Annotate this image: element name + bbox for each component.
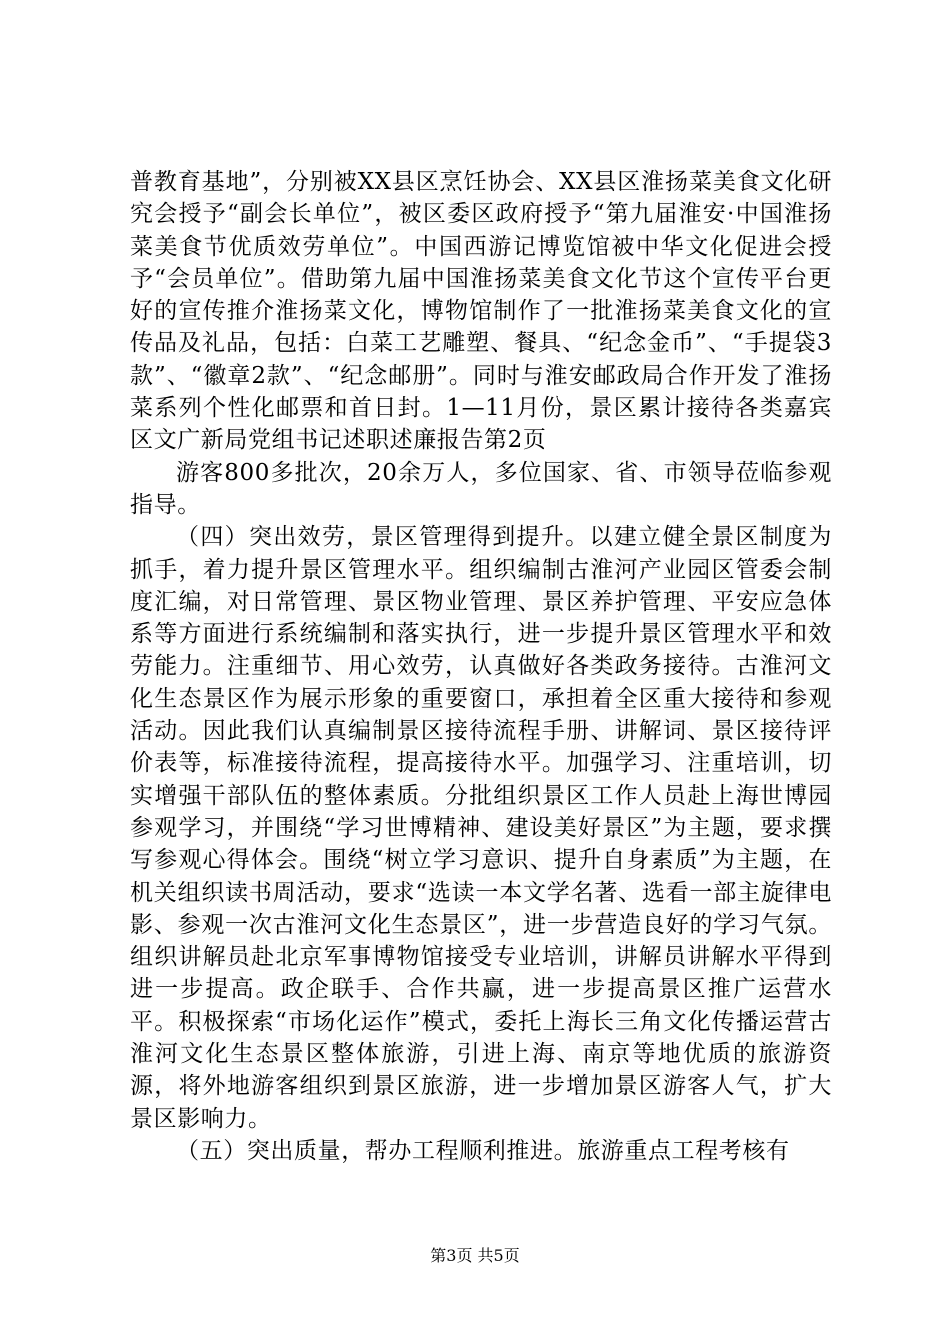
paragraph-honors: 普教育基地”，分别被XX县区烹饪协会、XX县区淮扬菜美食文化研究会授予“副会长单位”，被区委区政府授予“第九届淮安·中国淮扬菜美食节优质效劳单位”。中国西游记博览馆被中华文化促进会授予“会员单位”。借助第九届中国淮扬菜美食文化节这个宣传平台更好的宣传推介淮扬菜文化，博物馆制作了一批淮扬菜美食文化的宣传品及礼品，包括：白菜工艺雕塑、餐具、“纪念金币”、“手提袋3款”、“徽章2款”、“纪念邮册”。同时与淮安邮政局合作开发了淮扬菜系列个性化邮票和首日封。1—11月份，景区累计接待各类嘉宾区文广新局党组书记述职述廉报告第2页 (130, 169, 832, 454)
paragraph-section-four: （四）突出效劳，景区管理得到提升。以建立健全景区制度为抓手，着力提升景区管理水平。组织编制古淮河产业园区管委会制度汇编，对日常管理、景区物业管理、景区养护管理、平安应急体系等方面进行系统编制和落实执行，进一步提升景区管理水平和效劳能力。注重细节、用心效劳，认真做好各类政务接待。古淮河文化生态景区作为展示形象的重要窗口，承担着全区重大接待和参观活动。因此我们认真编制景区接待流程手册、讲解词、景区接待评价表等，标准接待流程，提高接待水平。加强学习、注重培训，切实增强干部队伍的整体素质。分批组织景区工作人员赴上海世博园参观学习，并围绕“学习世博精神、建设美好景区”为主题，要求撰写参观心得体会。围绕“树立学习意识、提升自身素质”为主题，在机关组织读书周活动，要求“选读一本文学名著、选看一部主旋律电影、参观一次古淮河文化生态景区”，进一步营造良好的学习气氛。组织讲解员赴北京军事博物馆接受专业培训，讲解员讲解水平得到进一步提高。政企联手、合作共赢，进一步提高景区推广运营水平。积极探索“市场化运作”模式，委托上海长三角文化传播运营古淮河文化生态景区整体旅游，引进上海、南京等地优质的旅游资源，将外地游客组织到景区旅游，进一步增加景区游客人气，扩大景区影响力。 (130, 524, 832, 1132)
paragraph-visitors: 游客800多批次，20余万人，多位国家、省、市领导莅临参观指导。 (130, 459, 832, 518)
paragraph-section-five: （五）突出质量，帮办工程顺利推进。旅游重点工程考核有 (176, 1137, 790, 1164)
page-footer: 第3页 共5页 (430, 1246, 520, 1265)
body-text (130, 166, 832, 1167)
